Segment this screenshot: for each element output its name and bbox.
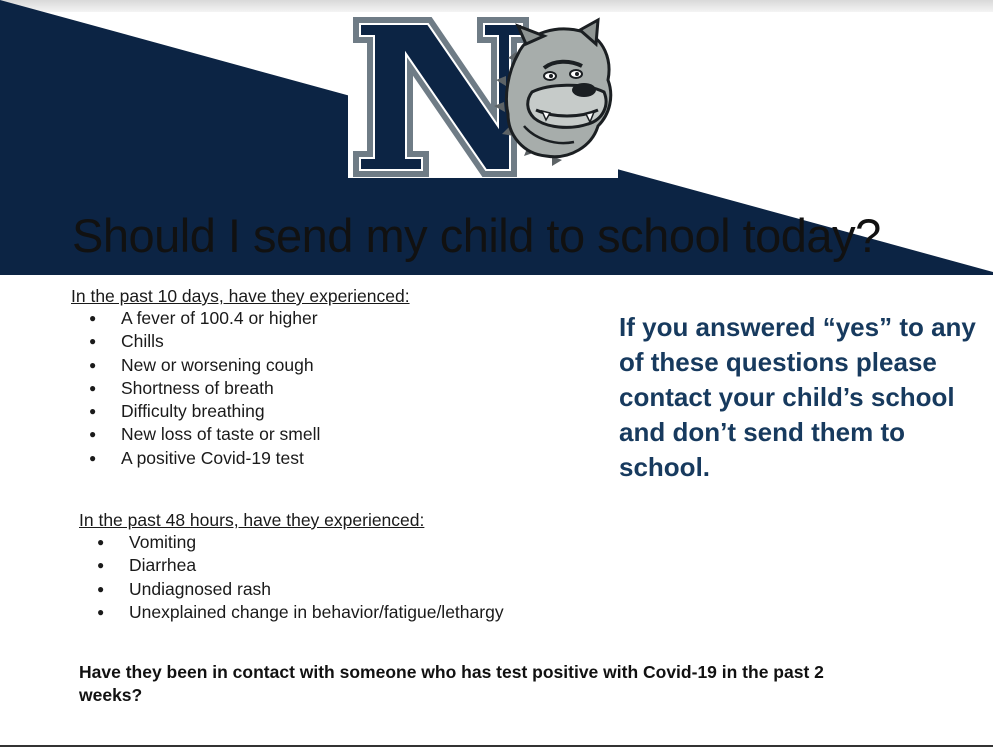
list-item: ● Diarrhea [129,554,504,577]
contact-question: Have they been in contact with someone who has test positive with Covid-19 in the past 2 weeks? [79,662,824,705]
bullet-icon: ● [97,581,105,596]
bullet-icon: ● [89,334,97,349]
bullet-icon: ● [89,311,97,325]
symptom-list-48-hours [97,531,504,624]
symptom-list-10-days [89,307,321,470]
bulldog-icon [348,14,618,178]
bullet-icon: ● [89,427,97,442]
bullet-icon: ● [97,558,105,573]
list-item: ● Shortness of breath [121,377,320,400]
bullet-icon: ● [89,380,97,395]
bullet-icon: ● [89,404,97,419]
bullet-icon: ● [97,535,105,549]
list-item: ● New loss of taste or smell [121,423,320,446]
list-item: ● A positive Covid-19 test [121,447,320,470]
answer-note: If you answered “yes” to any of these questions please contact your child’s school and don’t send them to school. [619,312,976,482]
bottom-divider [0,745,993,747]
list-item: ● Difficulty breathing [121,400,320,423]
section-heading-10-days: In the past 10 days, have they experienced: [71,286,410,306]
bullet-icon: ● [97,604,105,619]
list-item: ● Vomiting [129,531,504,554]
page-title: Should I send my child to school today? [72,209,881,262]
bullet-icon: ● [89,450,97,465]
list-item: ● A fever of 100.4 or higher [121,307,320,330]
list-item: ● Undiagnosed rash [129,578,504,601]
list-item: ● Chills [121,330,320,353]
school-logo [348,14,618,178]
list-item: ● Unexplained change in behavior/fatigue/lethargy [129,601,504,624]
list-item: ● New or worsening cough [121,354,320,377]
section-heading-48-hours: In the past 48 hours, have they experienced: [79,510,425,530]
bullet-icon: ● [89,357,97,372]
